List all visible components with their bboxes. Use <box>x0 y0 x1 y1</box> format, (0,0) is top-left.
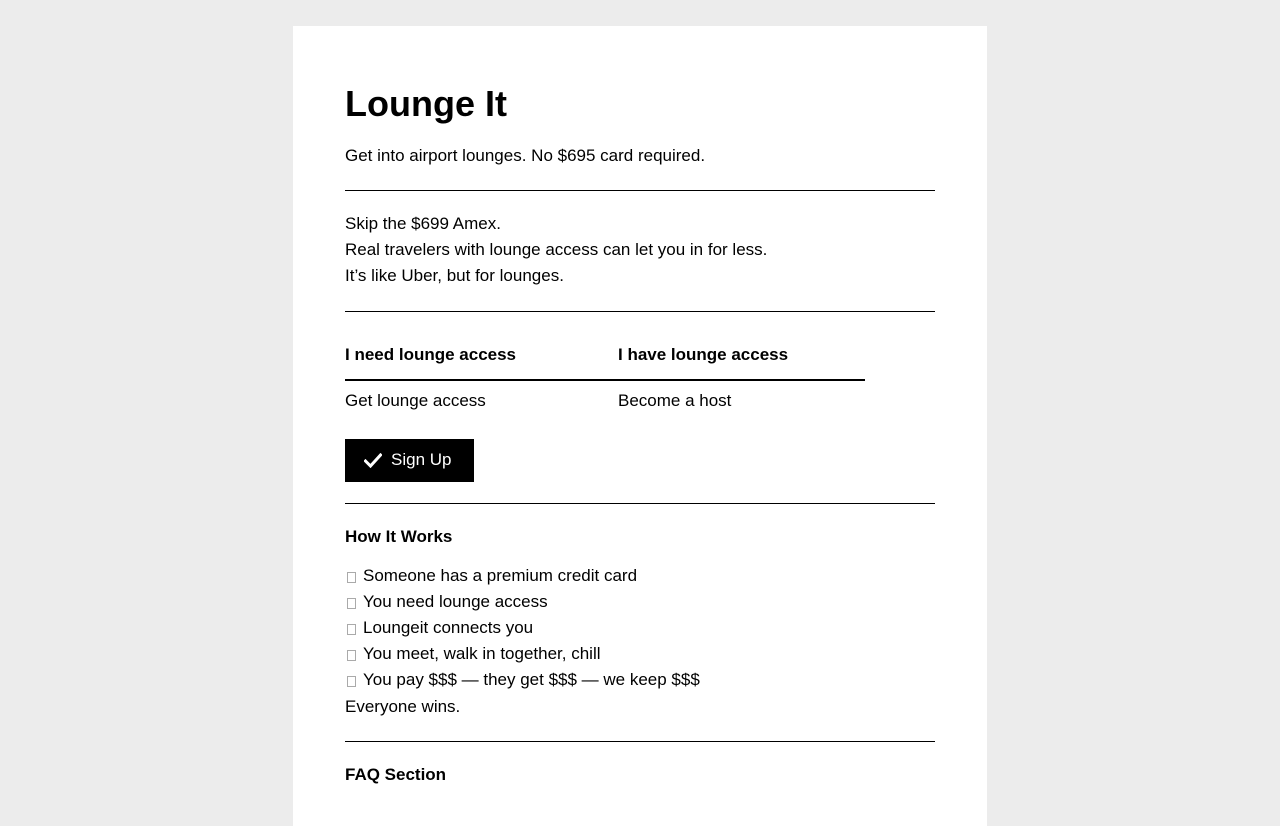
page-title: Lounge It <box>345 83 507 124</box>
bullet-box-icon <box>347 676 356 687</box>
list-item: You pay $$$ — they get $$$ — we keep $$$ <box>345 667 700 693</box>
audience-tabs <box>345 341 865 381</box>
list-item: You need lounge access <box>345 589 700 615</box>
list-item: Loungeit connects you <box>345 615 700 641</box>
get-lounge-access-option[interactable]: Get lounge access <box>345 391 486 410</box>
check-icon <box>364 453 382 468</box>
pitch-line: It’s like Uber, but for lounges. <box>345 266 564 285</box>
everyone-wins-text: Everyone wins. <box>345 697 461 716</box>
bullet-box-icon <box>347 572 356 583</box>
divider <box>345 311 935 312</box>
pitch-line: Real travelers with lounge access can let you in for less. <box>345 240 768 259</box>
bullet-box-icon <box>347 598 356 609</box>
tagline: Get into airport lounges. No $695 card required. <box>345 146 706 165</box>
become-a-host-option[interactable]: Become a host <box>618 391 732 410</box>
divider <box>345 190 935 191</box>
pitch-text <box>345 211 767 289</box>
list-item: You meet, walk in together, chill <box>345 641 700 667</box>
content-card <box>293 26 987 826</box>
how-it-works-heading: How It Works <box>345 527 453 546</box>
sign-up-label: Sign Up <box>391 450 452 469</box>
divider <box>345 503 935 504</box>
bullet-box-icon <box>347 624 356 635</box>
tab-need-lounge-access[interactable]: I need lounge access <box>345 345 517 364</box>
how-it-works-list <box>345 563 700 693</box>
list-item: Someone has a premium credit card <box>345 563 700 589</box>
faq-heading: FAQ Section <box>345 765 447 784</box>
pitch-line: Skip the $699 Amex. <box>345 214 501 233</box>
bullet-box-icon <box>347 650 356 661</box>
tab-have-lounge-access[interactable]: I have lounge access <box>618 345 789 364</box>
sign-up-button[interactable] <box>345 439 474 482</box>
divider <box>345 741 935 742</box>
